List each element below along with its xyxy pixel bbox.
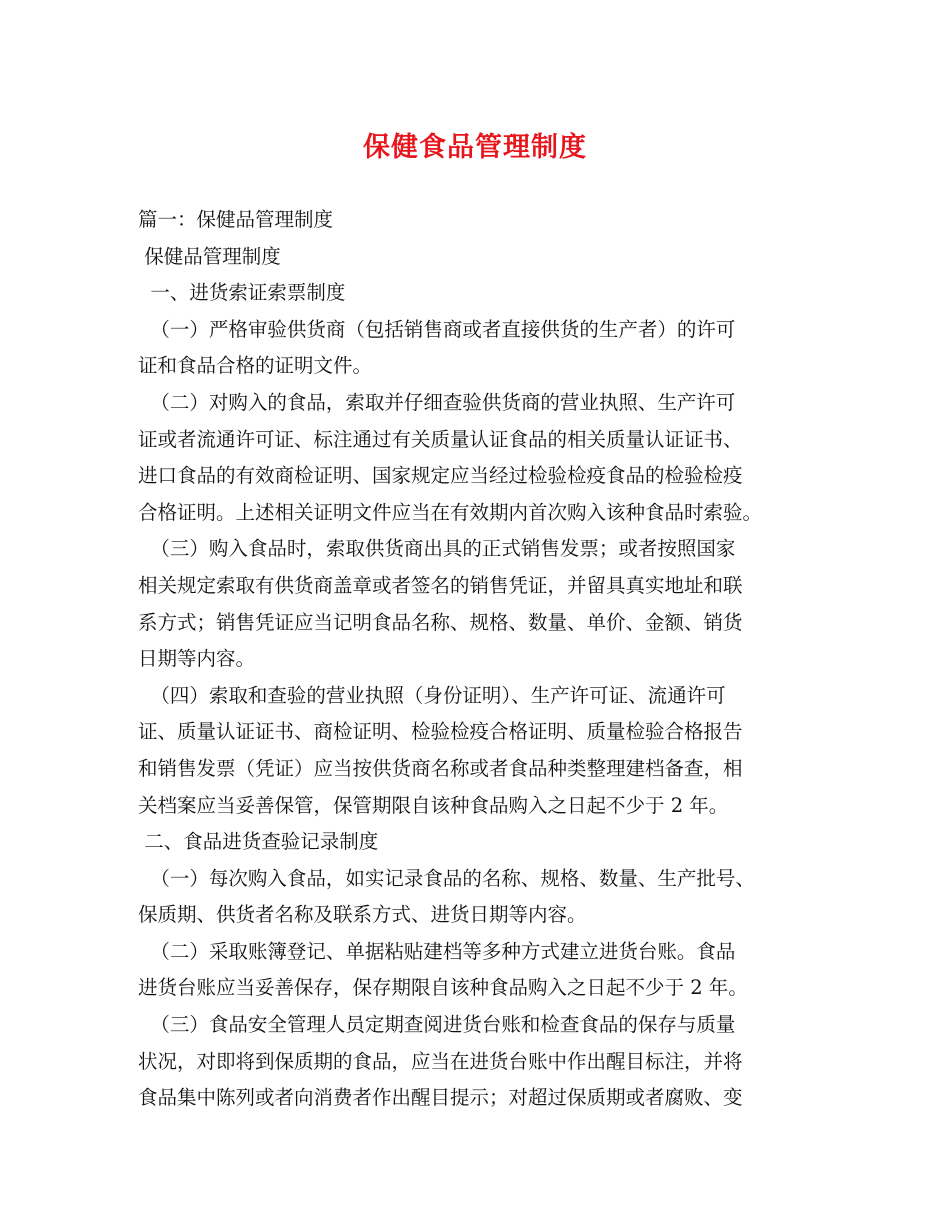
text-line: （三）购入食品时，索取供货商出具的正式销售发票；或者按照国家 (138, 537, 736, 561)
text-line: 二、食品进货查验记录制度 (138, 830, 379, 854)
text-line: 和销售发票（凭证）应当按供货商名称或者食品种类整理建档备查，相 (138, 756, 743, 780)
text-line: （一）严格审验供货商（包括销售商或者直接供货的生产者）的许可 (138, 317, 736, 341)
document-body (138, 202, 828, 1117)
text-line: 保质期、供货者名称及联系方式、进货日期等内容。 (138, 903, 587, 927)
text-line: 系方式；销售凭证应当记明食品名称、规格、数量、单价、金额、销货 (138, 610, 743, 634)
text-line: 日期等内容。 (138, 647, 256, 671)
text-line: 进口食品的有效商检证明、国家规定应当经过检验检疫食品的检验检疫 (138, 464, 743, 488)
text-line: 证和食品合格的证明文件。 (138, 354, 373, 378)
text-line: （二）对购入的食品，索取并仔细查验供货商的营业执照、生产许可 (138, 390, 736, 414)
text-line: （三）食品安全管理人员定期查阅进货台账和检查食品的保存与质量 (138, 1013, 736, 1037)
text-line: （四）索取和查验的营业执照（身份证明）、生产许可证、流通许可 (138, 683, 726, 707)
text-line: 一、进货索证索票制度 (138, 281, 346, 305)
document-title: 保健食品管理制度 (363, 132, 587, 163)
text-line: 证或者流通许可证、标注通过有关质量认证食品的相关质量认证证书、 (138, 427, 743, 451)
text-line: 相关规定索取有供货商盖章或者签名的销售凭证，并留具真实地址和联 (138, 573, 743, 597)
text-line: 合格证明。上述相关证明文件应当在有效期内首次购入该种食品时索验。 (138, 500, 763, 524)
text-line: 保健品管理制度 (138, 244, 281, 268)
text-line: （一）每次购入食品，如实记录食品的名称、规格、数量、生产批号、 (138, 866, 755, 890)
text-line: 证、质量认证证书、商检证明、检验检疫合格证明、质量检验合格报告 (138, 720, 743, 744)
text-line: （二）采取账簿登记、单据粘贴建档等多种方式建立进货台账。食品 (138, 939, 736, 963)
text-line: 食品集中陈列或者向消费者作出醒目提示；对超过保质期或者腐败、变 (138, 1086, 743, 1110)
text-line: 篇一：保健品管理制度 (138, 208, 334, 231)
text-line: 关档案应当妥善保管，保管期限自该种食品购入之日起不少于 2 年。 (138, 793, 729, 817)
text-line: 状况，对即将到保质期的食品，应当在进货台账中作出醒目标注，并将 (138, 1049, 743, 1073)
text-line: 进货台账应当妥善保存，保存期限自该种食品购入之日起不少于 2 年。 (138, 976, 748, 1000)
